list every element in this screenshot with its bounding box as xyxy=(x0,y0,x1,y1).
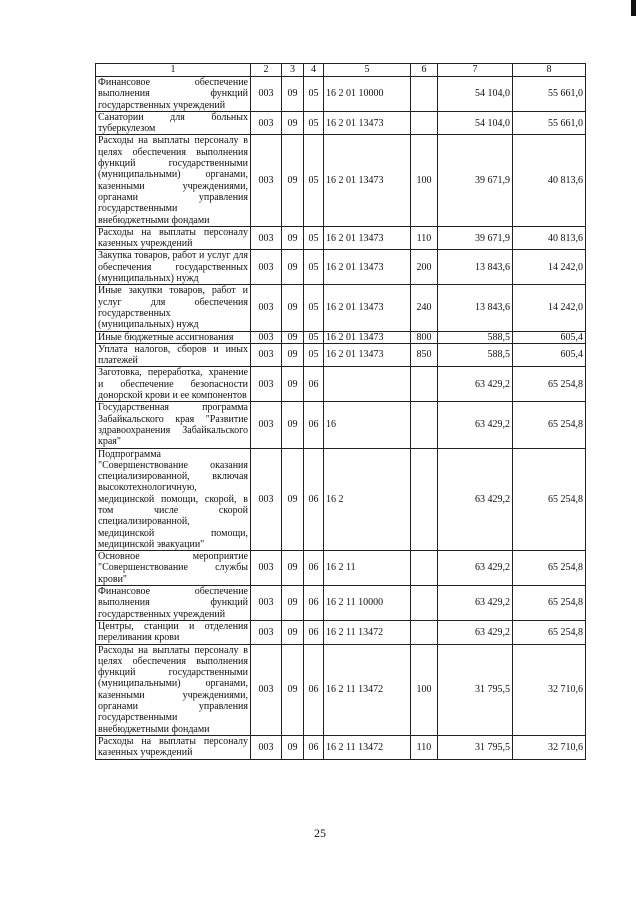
row-name-cell: Закупка товаров, работ и услуг для обеспечения государственных (муниципальных) нужд xyxy=(96,250,251,285)
row-amount-cell: 588,5 xyxy=(438,331,513,343)
row-amount-cell: 605,4 xyxy=(513,343,586,367)
row-target-article-cell: 16 2 11 xyxy=(324,551,411,586)
header-cell: 7 xyxy=(438,64,513,77)
row-amount-cell: 65 254,8 xyxy=(513,586,586,621)
row-code-cell: 003 xyxy=(251,331,282,343)
row-target-article-cell: 16 2 01 10000 xyxy=(324,77,411,112)
table-row xyxy=(96,111,586,135)
table-row xyxy=(96,250,586,285)
row-code-cell: 003 xyxy=(251,135,282,226)
row-section-cell: 09 xyxy=(282,402,304,448)
table-row xyxy=(96,343,586,367)
row-section-cell: 09 xyxy=(282,135,304,226)
table-header-row xyxy=(96,64,586,77)
row-code-cell: 003 xyxy=(251,402,282,448)
row-subsection-cell: 06 xyxy=(304,620,324,644)
header-cell: 1 xyxy=(96,64,251,77)
row-expense-type-cell xyxy=(411,551,438,586)
row-amount-cell: 31 795,5 xyxy=(438,644,513,735)
row-name-cell: Центры, станции и отделения переливания крови xyxy=(96,620,251,644)
header-cell: 5 xyxy=(324,64,411,77)
row-amount-cell: 65 254,8 xyxy=(513,620,586,644)
row-code-cell: 003 xyxy=(251,448,282,551)
row-subsection-cell: 06 xyxy=(304,586,324,621)
row-subsection-cell: 06 xyxy=(304,448,324,551)
row-amount-cell: 13 843,6 xyxy=(438,285,513,331)
row-section-cell: 09 xyxy=(282,331,304,343)
row-expense-type-cell: 110 xyxy=(411,735,438,759)
row-name-cell: Подпрограмма "Совершенствование оказания специализированной, включая высокотехнологичную, медицинской помощи, скорой, в том числе скорой специализированной, медицинской помощи, медицинской эвакуации" xyxy=(96,448,251,551)
row-code-cell: 003 xyxy=(251,343,282,367)
row-amount-cell: 63 429,2 xyxy=(438,402,513,448)
row-code-cell: 003 xyxy=(251,250,282,285)
row-section-cell: 09 xyxy=(282,735,304,759)
row-amount-cell: 14 242,0 xyxy=(513,285,586,331)
row-target-article-cell: 16 2 11 13472 xyxy=(324,620,411,644)
table-row xyxy=(96,448,586,551)
row-section-cell: 09 xyxy=(282,285,304,331)
row-code-cell: 003 xyxy=(251,226,282,250)
row-section-cell: 09 xyxy=(282,111,304,135)
row-section-cell: 09 xyxy=(282,343,304,367)
row-name-cell: Уплата налогов, сборов и иных платежей xyxy=(96,343,251,367)
row-amount-cell: 55 661,0 xyxy=(513,77,586,112)
row-amount-cell: 14 242,0 xyxy=(513,250,586,285)
row-subsection-cell: 05 xyxy=(304,135,324,226)
row-amount-cell: 40 813,6 xyxy=(513,226,586,250)
row-code-cell: 003 xyxy=(251,111,282,135)
table-row xyxy=(96,551,586,586)
row-amount-cell: 65 254,8 xyxy=(513,448,586,551)
row-target-article-cell xyxy=(324,367,411,402)
row-section-cell: 09 xyxy=(282,448,304,551)
row-target-article-cell: 16 2 11 13472 xyxy=(324,644,411,735)
row-code-cell: 003 xyxy=(251,644,282,735)
table-row xyxy=(96,586,586,621)
row-target-article-cell: 16 2 01 13473 xyxy=(324,285,411,331)
row-name-cell: Основное мероприятие "Совершенствование службы крови" xyxy=(96,551,251,586)
row-section-cell: 09 xyxy=(282,551,304,586)
row-subsection-cell: 05 xyxy=(304,343,324,367)
scan-corner-mark xyxy=(631,0,636,16)
row-expense-type-cell xyxy=(411,586,438,621)
row-name-cell: Финансовое обеспечение выполнения функций государственных учреждений xyxy=(96,77,251,112)
row-section-cell: 09 xyxy=(282,644,304,735)
row-amount-cell: 40 813,6 xyxy=(513,135,586,226)
row-target-article-cell: 16 2 11 13472 xyxy=(324,735,411,759)
row-amount-cell: 55 661,0 xyxy=(513,111,586,135)
row-amount-cell: 65 254,8 xyxy=(513,551,586,586)
table-row xyxy=(96,367,586,402)
row-amount-cell: 31 795,5 xyxy=(438,735,513,759)
row-target-article-cell: 16 2 01 13473 xyxy=(324,226,411,250)
row-amount-cell: 65 254,8 xyxy=(513,367,586,402)
row-amount-cell: 63 429,2 xyxy=(438,620,513,644)
row-amount-cell: 588,5 xyxy=(438,343,513,367)
header-cell: 2 xyxy=(251,64,282,77)
row-section-cell: 09 xyxy=(282,77,304,112)
row-code-cell: 003 xyxy=(251,77,282,112)
row-amount-cell: 63 429,2 xyxy=(438,586,513,621)
row-expense-type-cell xyxy=(411,448,438,551)
row-name-cell: Иные бюджетные ассигнования xyxy=(96,331,251,343)
row-amount-cell: 32 710,6 xyxy=(513,644,586,735)
row-name-cell: Расходы на выплаты персоналу казенных учреждений xyxy=(96,735,251,759)
header-cell: 6 xyxy=(411,64,438,77)
table-row xyxy=(96,735,586,759)
row-expense-type-cell xyxy=(411,402,438,448)
row-amount-cell: 54 104,0 xyxy=(438,77,513,112)
row-amount-cell: 39 671,9 xyxy=(438,135,513,226)
row-expense-type-cell xyxy=(411,111,438,135)
row-code-cell: 003 xyxy=(251,735,282,759)
row-amount-cell: 39 671,9 xyxy=(438,226,513,250)
table-row xyxy=(96,331,586,343)
table-row xyxy=(96,620,586,644)
row-target-article-cell: 16 xyxy=(324,402,411,448)
row-target-article-cell: 16 2 01 13473 xyxy=(324,343,411,367)
row-target-article-cell: 16 2 01 13473 xyxy=(324,250,411,285)
header-cell: 3 xyxy=(282,64,304,77)
row-name-cell: Заготовка, переработка, хранение и обеспечение безопасности донорской крови и ее компонентов xyxy=(96,367,251,402)
row-expense-type-cell xyxy=(411,620,438,644)
row-subsection-cell: 06 xyxy=(304,644,324,735)
row-subsection-cell: 06 xyxy=(304,735,324,759)
table-row xyxy=(96,135,586,226)
row-subsection-cell: 05 xyxy=(304,331,324,343)
row-section-cell: 09 xyxy=(282,620,304,644)
table-row xyxy=(96,226,586,250)
row-expense-type-cell xyxy=(411,367,438,402)
row-subsection-cell: 05 xyxy=(304,285,324,331)
row-expense-type-cell: 100 xyxy=(411,135,438,226)
row-name-cell: Иные закупки товаров, работ и услуг для обеспечения государственных (муниципальных) нужд xyxy=(96,285,251,331)
row-code-cell: 003 xyxy=(251,551,282,586)
row-subsection-cell: 06 xyxy=(304,402,324,448)
row-amount-cell: 63 429,2 xyxy=(438,367,513,402)
row-code-cell: 003 xyxy=(251,620,282,644)
row-section-cell: 09 xyxy=(282,250,304,285)
row-expense-type-cell: 110 xyxy=(411,226,438,250)
row-amount-cell: 32 710,6 xyxy=(513,735,586,759)
row-expense-type-cell: 100 xyxy=(411,644,438,735)
table-row xyxy=(96,285,586,331)
row-name-cell: Расходы на выплаты персоналу в целях обеспечения выполнения функций государственными (муниципальными) органами, казенными учреждениями, органами управления государственными внебюджетными фондами xyxy=(96,644,251,735)
row-subsection-cell: 05 xyxy=(304,226,324,250)
row-section-cell: 09 xyxy=(282,226,304,250)
table-row xyxy=(96,402,586,448)
row-code-cell: 003 xyxy=(251,367,282,402)
row-amount-cell: 54 104,0 xyxy=(438,111,513,135)
row-section-cell: 09 xyxy=(282,586,304,621)
row-expense-type-cell: 850 xyxy=(411,343,438,367)
row-amount-cell: 63 429,2 xyxy=(438,448,513,551)
row-amount-cell: 13 843,6 xyxy=(438,250,513,285)
row-subsection-cell: 05 xyxy=(304,111,324,135)
row-subsection-cell: 05 xyxy=(304,77,324,112)
row-amount-cell: 605,4 xyxy=(513,331,586,343)
row-name-cell: Государственная программа Забайкальского края "Развитие здравоохранения Забайкальского края" xyxy=(96,402,251,448)
row-name-cell: Санатории для больных туберкулезом xyxy=(96,111,251,135)
table-row xyxy=(96,77,586,112)
row-target-article-cell: 16 2 01 13473 xyxy=(324,331,411,343)
header-cell: 4 xyxy=(304,64,324,77)
table-row xyxy=(96,644,586,735)
row-amount-cell: 63 429,2 xyxy=(438,551,513,586)
row-expense-type-cell xyxy=(411,77,438,112)
row-name-cell: Расходы на выплаты персоналу в целях обеспечения выполнения функций государственными (муниципальными) органами, казенными учреждениями, органами управления государственными внебюджетными фондами xyxy=(96,135,251,226)
row-subsection-cell: 06 xyxy=(304,551,324,586)
row-target-article-cell: 16 2 01 13473 xyxy=(324,135,411,226)
row-expense-type-cell: 800 xyxy=(411,331,438,343)
header-cell: 8 xyxy=(513,64,586,77)
row-section-cell: 09 xyxy=(282,367,304,402)
row-code-cell: 003 xyxy=(251,586,282,621)
row-subsection-cell: 05 xyxy=(304,250,324,285)
budget-table xyxy=(95,63,586,760)
row-amount-cell: 65 254,8 xyxy=(513,402,586,448)
row-name-cell: Финансовое обеспечение выполнения функций государственных учреждений xyxy=(96,586,251,621)
row-expense-type-cell: 240 xyxy=(411,285,438,331)
row-subsection-cell: 06 xyxy=(304,367,324,402)
row-target-article-cell: 16 2 01 13473 xyxy=(324,111,411,135)
row-name-cell: Расходы на выплаты персоналу казенных учреждений xyxy=(96,226,251,250)
row-target-article-cell: 16 2 11 10000 xyxy=(324,586,411,621)
row-target-article-cell: 16 2 xyxy=(324,448,411,551)
page-number: 25 xyxy=(314,826,326,840)
row-code-cell: 003 xyxy=(251,285,282,331)
row-expense-type-cell: 200 xyxy=(411,250,438,285)
